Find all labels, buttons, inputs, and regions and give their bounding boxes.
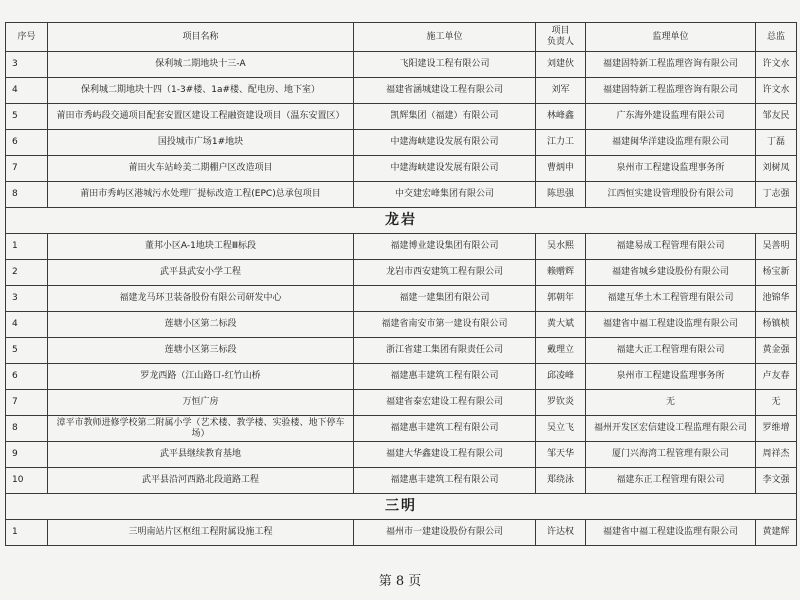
row-project: 福建龙马环卫装备股份有限公司研发中心	[48, 286, 354, 312]
row-chief: 杨镇桢	[756, 312, 797, 338]
table-row	[6, 390, 797, 416]
row-project: 莆田火车站岭美二期棚户区改造项目	[48, 156, 354, 182]
row-index: 7	[6, 390, 48, 416]
row-project: 武平县沿河西路北段道路工程	[48, 468, 354, 494]
row-builder: 浙江省建工集团有限责任公司	[354, 338, 536, 364]
row-supervisor: 泉州市工程建设监理事务所	[586, 156, 756, 182]
row-supervisor: 福建大正工程管理有限公司	[586, 338, 756, 364]
row-manager: 吴立飞	[536, 416, 586, 442]
row-supervisor: 福建易成工程管理有限公司	[586, 234, 756, 260]
row-project: 莆田市秀屿区港城污水处理厂提标改造工程(EPC)总承包项目	[48, 182, 354, 208]
row-project: 武平县武安小学工程	[48, 260, 354, 286]
row-supervisor: 福建固特新工程监理咨询有限公司	[586, 78, 756, 104]
row-manager: 邱凌峰	[536, 364, 586, 390]
row-builder: 福建惠丰建筑工程有限公司	[354, 416, 536, 442]
row-builder: 福建博业建设集团有限公司	[354, 234, 536, 260]
row-project: 武平县继续教育基地	[48, 442, 354, 468]
row-chief: 黄建辉	[756, 520, 797, 546]
row-chief: 邹友民	[756, 104, 797, 130]
row-index: 1	[6, 234, 48, 260]
header-builder: 施工单位	[354, 23, 536, 52]
table-row	[6, 52, 797, 78]
row-chief: 周祥杰	[756, 442, 797, 468]
row-supervisor: 福建闽华洋建设监理有限公司	[586, 130, 756, 156]
row-project: 保利城二期地块十三-A	[48, 52, 354, 78]
header-manager	[536, 23, 586, 52]
row-index: 8	[6, 416, 48, 442]
row-builder: 龙岩市西安建筑工程有限公司	[354, 260, 536, 286]
table-row	[6, 364, 797, 390]
row-builder: 福建大华鑫建设工程有限公司	[354, 442, 536, 468]
row-supervisor: 福建互华土木工程管理有限公司	[586, 286, 756, 312]
row-chief: 黄金强	[756, 338, 797, 364]
row-manager: 郑绕泳	[536, 468, 586, 494]
row-builder: 飞阳建设工程有限公司	[354, 52, 536, 78]
row-index: 4	[6, 78, 48, 104]
table-row	[6, 130, 797, 156]
table-row	[6, 520, 797, 546]
row-manager: 刘军	[536, 78, 586, 104]
row-index: 6	[6, 364, 48, 390]
row-project: 莲塘小区第二标段	[48, 312, 354, 338]
table-row	[6, 234, 797, 260]
table-row	[6, 338, 797, 364]
row-manager: 罗钦炎	[536, 390, 586, 416]
row-builder: 福建惠丰建筑工程有限公司	[354, 468, 536, 494]
row-builder: 福建一建集团有限公司	[354, 286, 536, 312]
row-chief: 杨宝新	[756, 260, 797, 286]
row-supervisor: 福州开发区宏信建设工程监理有限公司	[586, 416, 756, 442]
row-supervisor: 福建固特新工程监理咨询有限公司	[586, 52, 756, 78]
row-index: 5	[6, 104, 48, 130]
row-index: 10	[6, 468, 48, 494]
row-index: 9	[6, 442, 48, 468]
row-manager: 戴理立	[536, 338, 586, 364]
row-manager: 赖赠辉	[536, 260, 586, 286]
row-manager: 刘建伙	[536, 52, 586, 78]
row-index: 3	[6, 52, 48, 78]
row-chief: 许文水	[756, 78, 797, 104]
row-project: 三明南站片区枢纽工程附属设施工程	[48, 520, 354, 546]
row-index: 6	[6, 130, 48, 156]
row-manager: 曹炳申	[536, 156, 586, 182]
section-row	[6, 494, 797, 520]
header-manager-line2: 负责人	[546, 37, 574, 47]
row-project: 国投城市广场1#地块	[48, 130, 354, 156]
table-body	[6, 52, 797, 546]
row-supervisor: 广东海外建设监理有限公司	[586, 104, 756, 130]
row-supervisor: 厦门兴海湾工程管理有限公司	[586, 442, 756, 468]
project-table-sheet	[0, 22, 800, 546]
table-header-row	[6, 23, 797, 52]
row-builder: 中交建宏峰集团有限公司	[354, 182, 536, 208]
table-row	[6, 312, 797, 338]
row-index: 2	[6, 260, 48, 286]
row-builder: 中建海峡建设发展有限公司	[354, 156, 536, 182]
row-supervisor: 福建省中福工程建设监理有限公司	[586, 312, 756, 338]
row-project: 莲塘小区第三标段	[48, 338, 354, 364]
section-row	[6, 208, 797, 234]
row-chief: 丁磊	[756, 130, 797, 156]
row-index: 7	[6, 156, 48, 182]
row-index: 3	[6, 286, 48, 312]
row-chief: 刘树凤	[756, 156, 797, 182]
row-supervisor: 无	[586, 390, 756, 416]
row-manager: 许达权	[536, 520, 586, 546]
row-chief: 无	[756, 390, 797, 416]
table-row	[6, 156, 797, 182]
row-builder: 福州市一建建设股份有限公司	[354, 520, 536, 546]
row-manager: 吴水熙	[536, 234, 586, 260]
row-chief: 卢友春	[756, 364, 797, 390]
row-manager: 郭朝年	[536, 286, 586, 312]
row-builder: 福建省南安市第一建设有限公司	[354, 312, 536, 338]
row-supervisor: 福建省中福工程建设监理有限公司	[586, 520, 756, 546]
row-manager: 邹天华	[536, 442, 586, 468]
section-title: 三明	[6, 494, 797, 520]
row-chief: 吴善明	[756, 234, 797, 260]
row-supervisor: 福建东正工程管理有限公司	[586, 468, 756, 494]
header-manager-line1: 项目	[551, 26, 570, 36]
row-project: 董邦小区A-1地块工程Ⅲ标段	[48, 234, 354, 260]
row-project: 罗龙西路（江山路口-红竹山桥	[48, 364, 354, 390]
row-project: 保利城二期地块十四（1-3#楼、1a#楼、配电房、地下室）	[48, 78, 354, 104]
row-builder: 中建海峡建设发展有限公司	[354, 130, 536, 156]
row-index: 8	[6, 182, 48, 208]
table-row	[6, 416, 797, 442]
table-row	[6, 468, 797, 494]
row-chief: 丁志强	[756, 182, 797, 208]
row-supervisor: 福建省城乡建设股份有限公司	[586, 260, 756, 286]
project-table	[5, 22, 797, 546]
row-chief: 池锦华	[756, 286, 797, 312]
row-index: 4	[6, 312, 48, 338]
row-manager: 陈思强	[536, 182, 586, 208]
row-index: 1	[6, 520, 48, 546]
table-row	[6, 260, 797, 286]
table-row	[6, 442, 797, 468]
row-project: 莆田市秀屿段交通项目配套安置区建设工程融资建设项目（温东安置区）	[48, 104, 354, 130]
row-manager: 黄大斌	[536, 312, 586, 338]
row-supervisor: 泉州市工程建设监理事务所	[586, 364, 756, 390]
page-number: 第 8 页	[378, 574, 422, 589]
table-row	[6, 182, 797, 208]
table-row	[6, 78, 797, 104]
table-row	[6, 104, 797, 130]
row-chief: 罗维增	[756, 416, 797, 442]
row-builder: 福建惠丰建筑工程有限公司	[354, 364, 536, 390]
row-builder: 福建省涵城建设工程有限公司	[354, 78, 536, 104]
row-manager: 江力工	[536, 130, 586, 156]
row-index: 5	[6, 338, 48, 364]
row-manager: 林峰鑫	[536, 104, 586, 130]
header-index: 序号	[6, 23, 48, 52]
section-title: 龙岩	[6, 208, 797, 234]
row-project: 漳平市教师进修学校第二附属小学（艺术楼、教学楼、实验楼、地下停车场）	[48, 416, 354, 442]
row-builder: 凯辉集团（福建）有限公司	[354, 104, 536, 130]
row-builder: 福建省泰宏建设工程有限公司	[354, 390, 536, 416]
row-supervisor: 江西恒实建设管理股份有限公司	[586, 182, 756, 208]
row-chief: 李文强	[756, 468, 797, 494]
header-supervisor: 监理单位	[586, 23, 756, 52]
row-chief: 许文水	[756, 52, 797, 78]
header-chief: 总监	[756, 23, 797, 52]
row-project: 万恒广房	[48, 390, 354, 416]
table-row	[6, 286, 797, 312]
header-project: 项目名称	[48, 23, 354, 52]
